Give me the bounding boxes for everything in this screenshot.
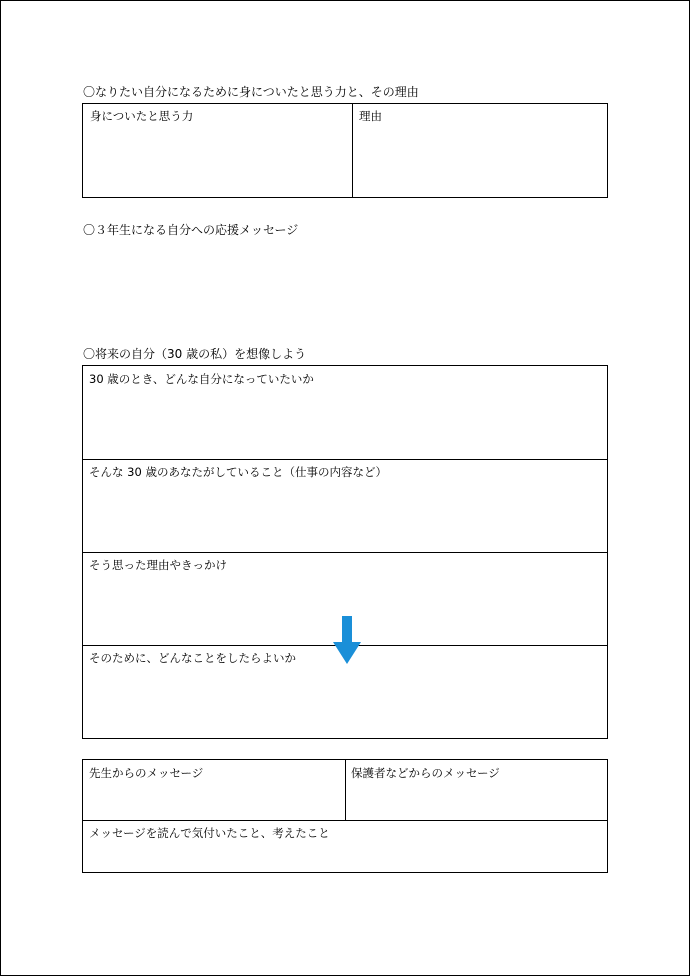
future-row-divider [83, 459, 607, 460]
future-heading: 〇将来の自分（30 歳の私）を想像しよう [83, 347, 307, 361]
self-message-heading: 〇３年生になる自分への応援メッセージ [83, 223, 299, 237]
skills-table [82, 103, 608, 198]
reflection-label: メッセージを読んで気付いたこと、考えたこと [89, 826, 330, 840]
skills-divider [352, 104, 353, 197]
future-row-2-label: そんな 30 歳のあなたがしていること（仕事の内容など） [89, 465, 387, 479]
teacher-message-label: 先生からのメッセージ [89, 766, 204, 780]
future-row-divider [83, 552, 607, 553]
future-row-1-label: 30 歳のとき、どんな自分になっていたいか [89, 372, 314, 386]
reason-column-label: 理由 [359, 109, 382, 123]
skill-column-label: 身についたと思う力 [90, 109, 194, 123]
messages-table [82, 759, 608, 873]
future-row-4-label: そのために、どんなことをしたらよいか [89, 651, 296, 665]
future-table [82, 365, 608, 739]
guardian-message-label: 保護者などからのメッセージ [351, 766, 500, 780]
messages-divider [345, 760, 346, 820]
messages-row-divider [83, 820, 607, 821]
skills-heading: 〇なりたい自分になるために身についたと思う力と、その理由 [83, 85, 419, 99]
arrow-down-icon [333, 616, 361, 664]
future-row-3-label: そう思った理由やきっかけ [89, 558, 227, 572]
